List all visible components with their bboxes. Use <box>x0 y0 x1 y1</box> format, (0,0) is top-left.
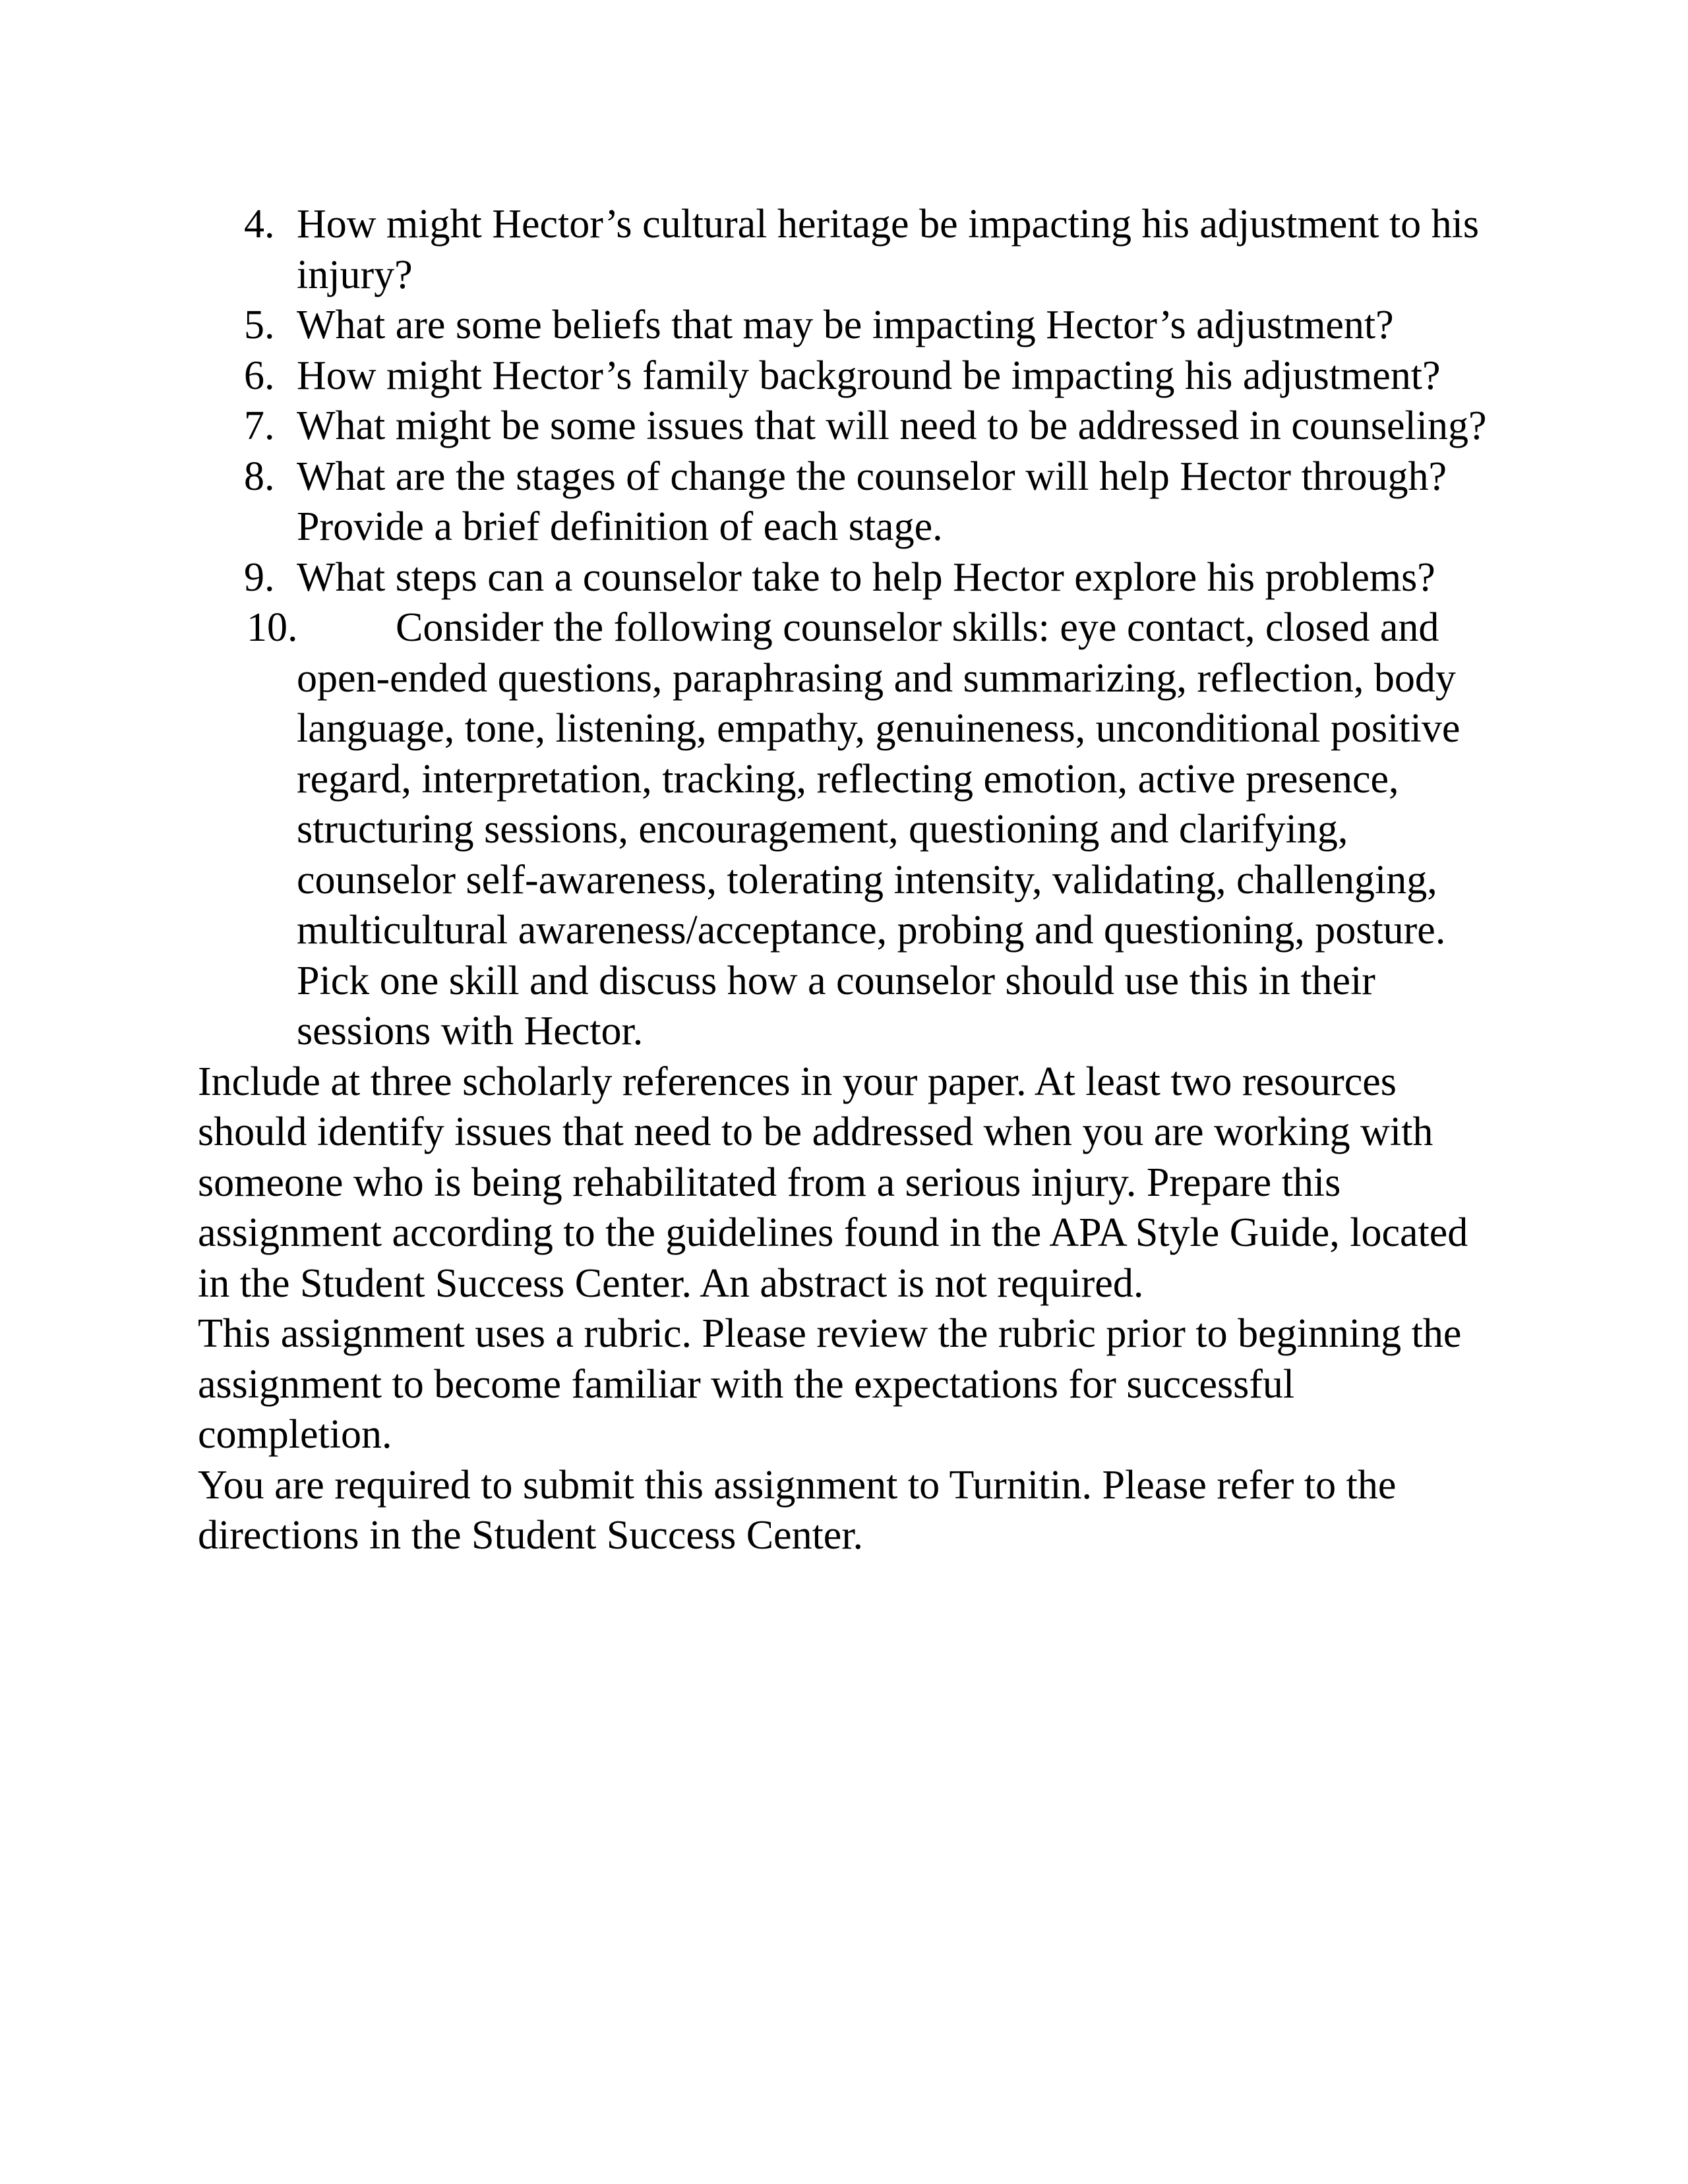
list-item-question-5 <box>198 300 1490 351</box>
references-paragraph: Include at three scholarly references in your paper. At least two resources should identify issues that need to be addressed when you are working with someone who is being rehabilitated from a serious injury. Prepare this assignment according to the guidelines found in the APA Style Guide, located in the Student Success Center. An abstract is not required. <box>198 1059 1468 1306</box>
turnitin-paragraph: You are required to submit this assignment to Turnitin. Please refer to the directions in the Student Success Center. <box>198 1462 1397 1558</box>
question-number: 6. <box>244 353 275 398</box>
list-item-question-10 <box>198 603 1490 1057</box>
question-text: What might be some issues that will need to be addressed in counseling? <box>297 403 1487 448</box>
question-number: 10. <box>247 605 298 650</box>
question-text: How might Hector’s cultural heritage be impacting his adjustment to his injury? <box>297 202 1480 297</box>
list-item-question-4 <box>198 199 1490 300</box>
question-text: How might Hector’s family background be impacting his adjustment? <box>297 353 1441 398</box>
question-number: 7. <box>244 403 275 448</box>
question-text: What are some beliefs that may be impacting Hector’s adjustment? <box>297 303 1394 347</box>
list-item-question-7 <box>198 401 1490 452</box>
question-list <box>198 199 1490 1057</box>
question-text: What steps can a counselor take to help Hector explore his problems? <box>297 554 1435 600</box>
question-number: 8. <box>244 454 275 499</box>
list-item-question-6 <box>198 351 1490 401</box>
rubric-paragraph: This assignment uses a rubric. Please review the rubric prior to beginning the assignment to become familiar with the expectations for successful completion. <box>198 1311 1462 1457</box>
question-text: What are the stages of change the counselor will help Hector through? Provide a brief definition of each stage. <box>297 454 1447 549</box>
list-item-question-8 <box>198 452 1490 552</box>
question-number: 9. <box>244 554 275 600</box>
document-body <box>198 199 1490 1561</box>
question-text: Consider the following counselor skills: eye contact, closed and open-ended questions, paraphrasing and summarizing, reflection, body language, tone, listening, empathy, genuineness, unconditional positive regard, interpretation, tracking, reflecting emotion, active presence, structuring sessions, encouragement, questioning and clarifying, counselor self-awareness, tolerating intensity, validating, challenging, multicultural awareness/acceptance, probing and questioning, posture. Pick one skill and discuss how a counselor should use this in their sessions with Hector. <box>297 605 1461 1053</box>
list-item-question-9 <box>198 552 1490 603</box>
question-number: 5. <box>244 303 275 347</box>
question-number: 4. <box>244 202 275 247</box>
